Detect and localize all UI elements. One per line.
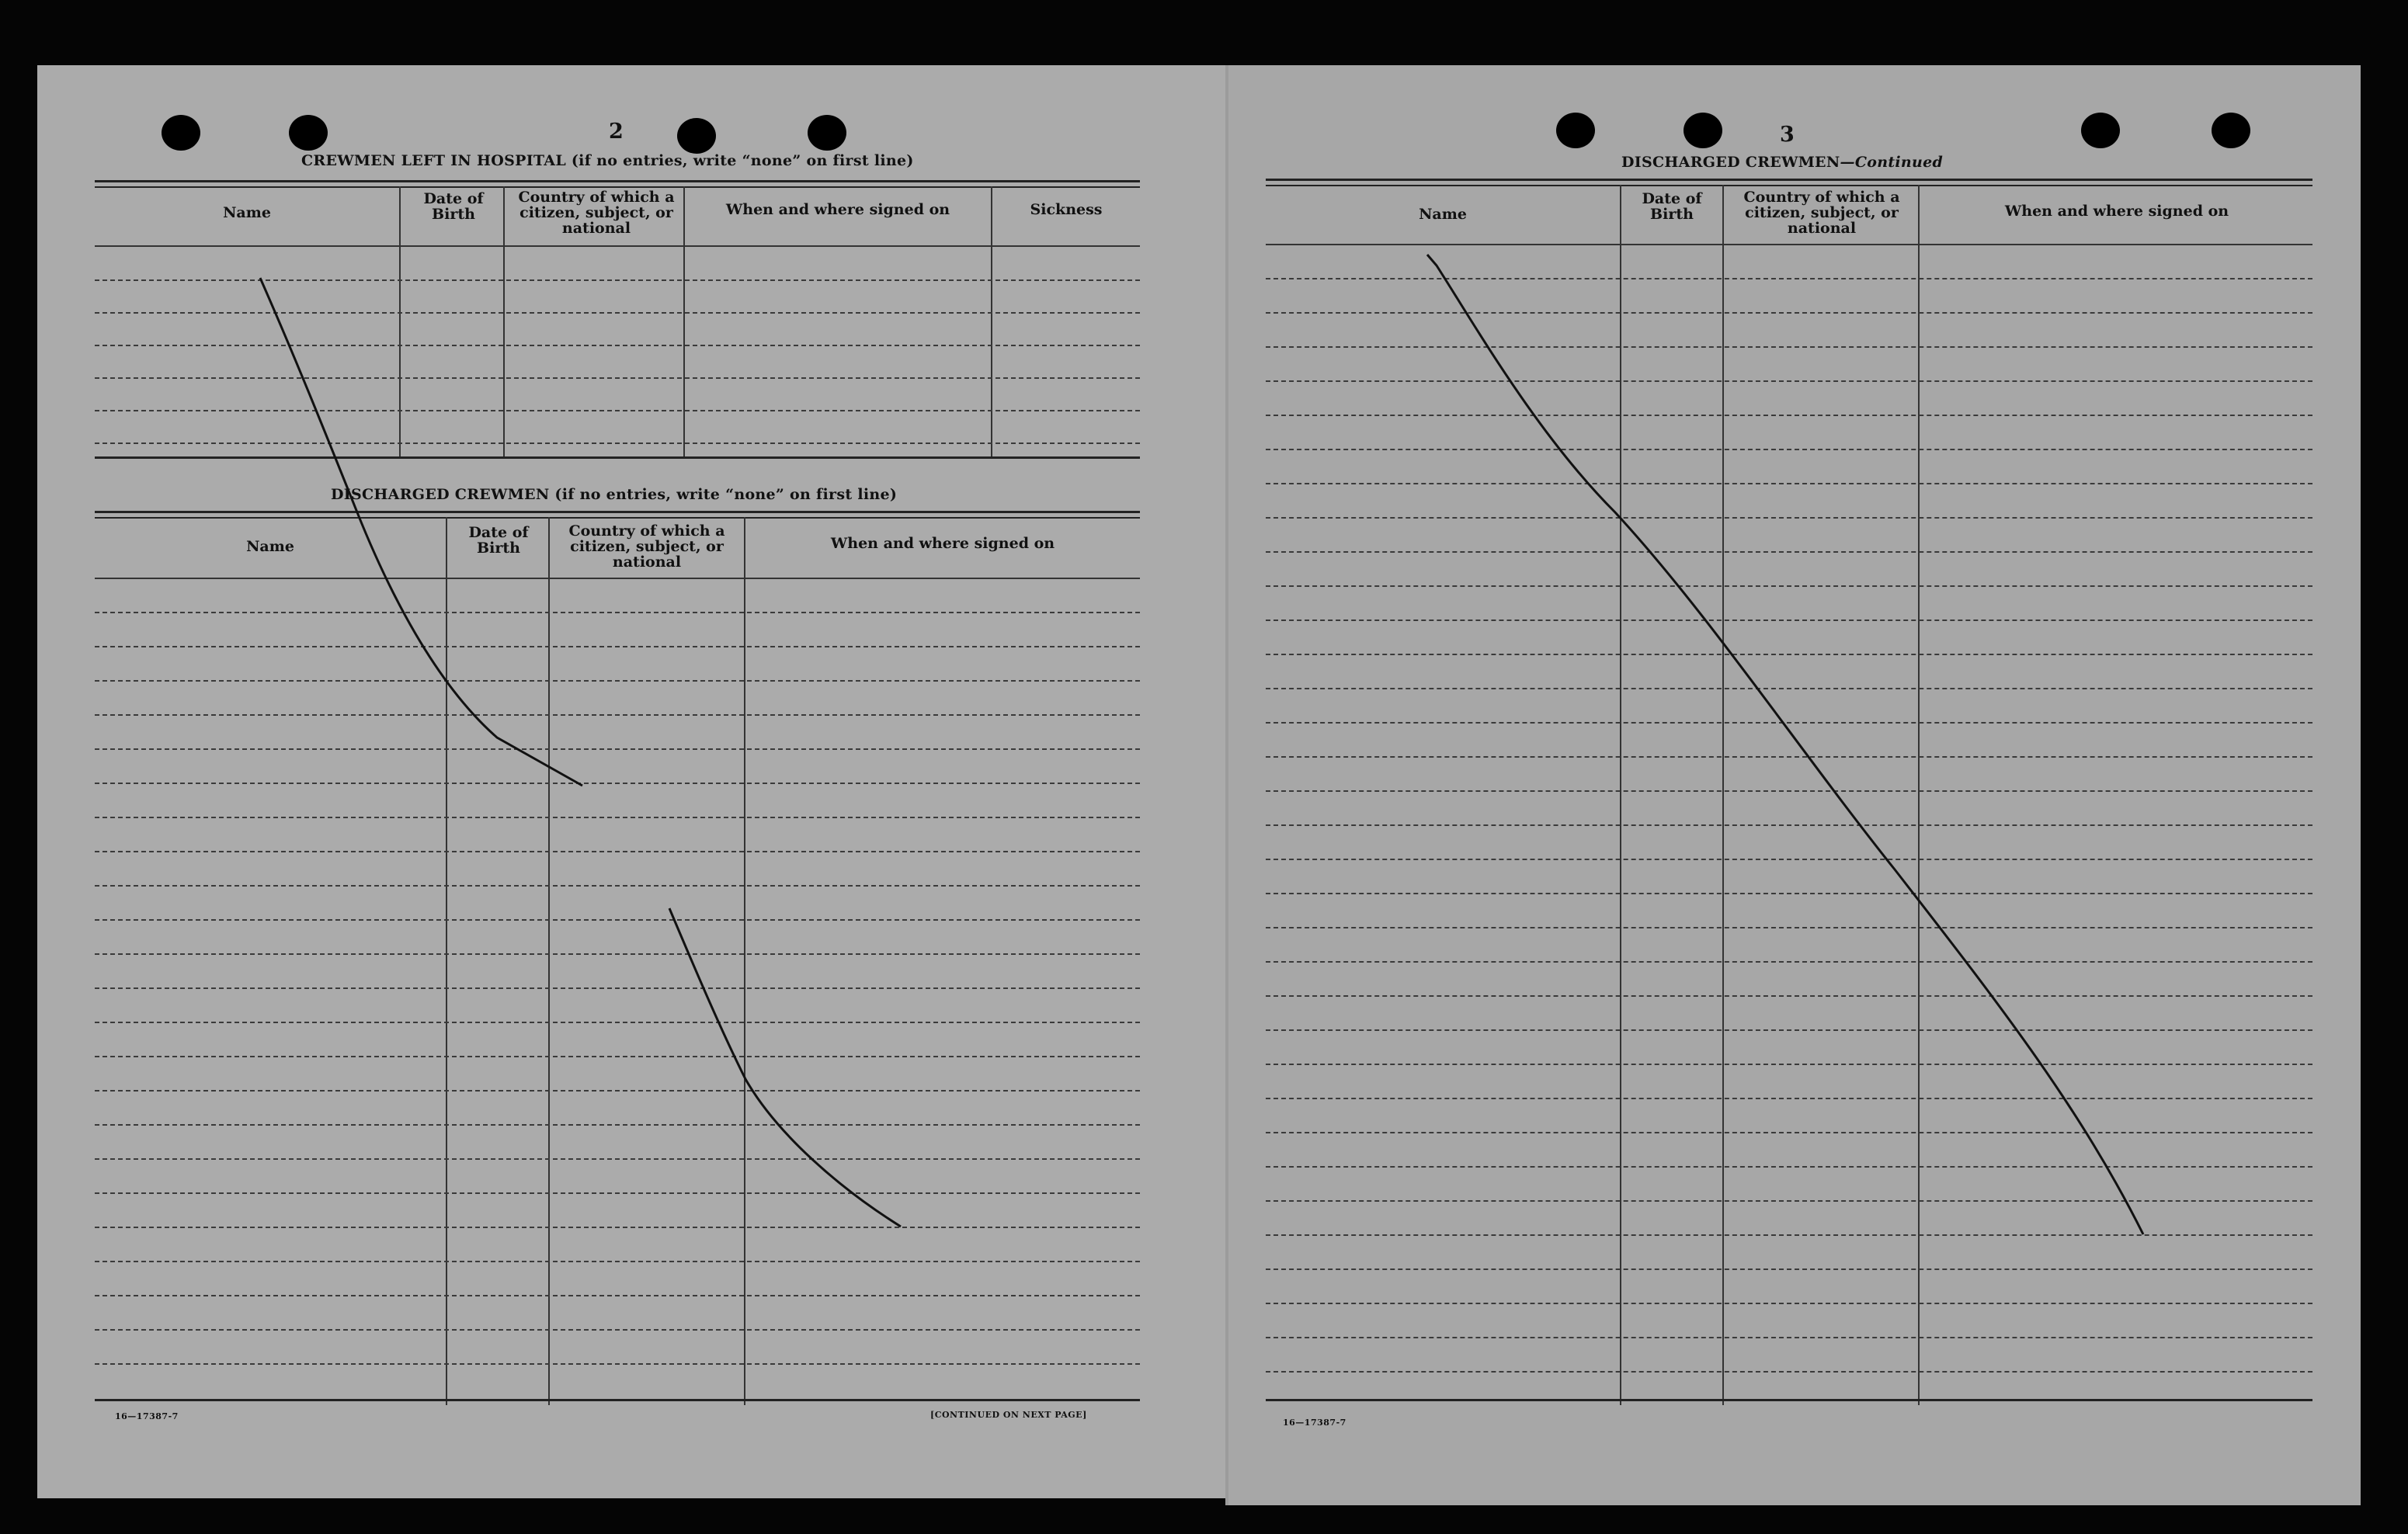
col-header-signed-on: When and where signed on [2004, 203, 2229, 220]
col-header-country: Country of which a citizen, subject, or national [1743, 189, 1900, 237]
page-number: 3 [1780, 123, 1795, 147]
discharged-section-title: DISCHARGED CREWMEN (if no entries, write “none” on first line) [331, 486, 898, 503]
form-number: 16—17387-7 [115, 1411, 179, 1421]
strike-line-left-lower [669, 908, 901, 1227]
hospital-section-title: CREWMEN LEFT IN HOSPITAL (if no entries, write “none” on first line) [301, 152, 914, 169]
continued-note: [CONTINUED ON NEXT PAGE] [930, 1410, 1087, 1420]
title-main: DISCHARGED CREWMEN [1621, 154, 1840, 171]
col-header-sickness: Sickness [1030, 201, 1103, 218]
col-header-country: Country of which a citizen, subject, or national [518, 189, 675, 237]
col-header-birth: Date of Birth [1642, 190, 1702, 223]
col-header-birth: Date of Birth [423, 190, 484, 223]
form-number: 16—17387-7 [1283, 1418, 1346, 1428]
col-header-country: Country of which a citizen, subject, or national [568, 522, 725, 571]
strike-line-right [1427, 255, 2143, 1234]
col-header-signed-on: When and where signed on [830, 535, 1055, 552]
strike-line-left-upper [260, 278, 582, 786]
title-suffix: —Continued [1840, 154, 1944, 171]
page-number: 2 [609, 120, 624, 144]
col-header-name: Name [1419, 206, 1467, 223]
col-header-signed-on: When and where signed on [725, 201, 950, 218]
col-header-name: Name [246, 538, 294, 555]
col-header-birth: Date of Birth [468, 524, 529, 557]
col-header-name: Name [223, 204, 271, 221]
